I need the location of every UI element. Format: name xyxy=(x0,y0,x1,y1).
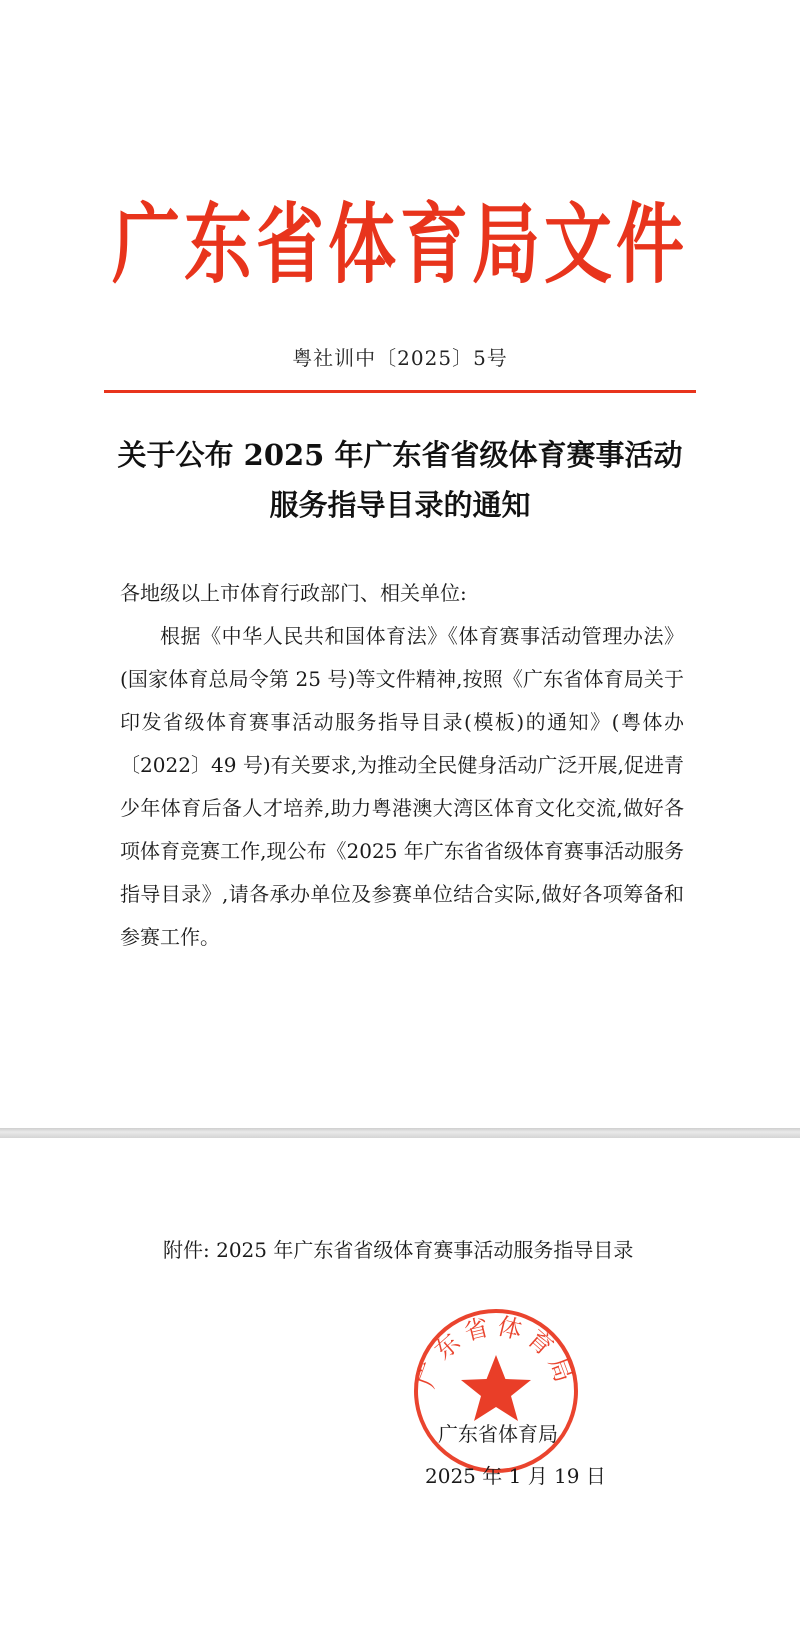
notice-body xyxy=(120,572,684,959)
page-gap xyxy=(0,1128,800,1138)
document-number: 粤社训中〔2025〕5号 xyxy=(292,346,508,370)
masthead-title: 广东省体育局文件 xyxy=(111,193,688,297)
official-seal xyxy=(410,1305,582,1477)
attachment-line: 附件: 2025 年广东省省级体育赛事活动服务指导目录 xyxy=(163,1238,634,1262)
notice-title xyxy=(60,430,740,530)
red-separator-line xyxy=(104,390,696,393)
document-page-2 xyxy=(0,1138,800,1640)
signer-name: 广东省体育局 xyxy=(438,1422,558,1446)
body-paragraph: 根据《中华人民共和国体育法》《体育赛事活动管理办法》(国家体育总局令第 25 号)等文件精神,按照《广东省体育局关于印发省级体育赛事活动服务指导目录(模板)的通知》(粤体办〔2022〕49 号)有关要求,为推动全民健身活动广泛开展,促进青少年体育后备人才培养,助力粤港澳大湾区体育文化交流,做好各项体育竞赛工作,现公布《2025 年广东省省级体育赛事活动服务指导目录》,请各承办单位及参赛单位结合实际,做好各项筹备和参赛工作。 xyxy=(120,624,684,949)
issue-date: 2025 年 1 月 19 日 xyxy=(425,1464,606,1488)
seal-ring-text: 广东省体育局 xyxy=(412,1311,580,1392)
notice-title-line-2: 服务指导目录的通知 xyxy=(269,488,531,522)
salutation: 各地级以上市体育行政部门、相关单位: xyxy=(120,581,467,605)
star-icon xyxy=(461,1355,531,1421)
notice-title-line-1: 关于公布 2025 年广东省省级体育赛事活动 xyxy=(117,438,683,472)
